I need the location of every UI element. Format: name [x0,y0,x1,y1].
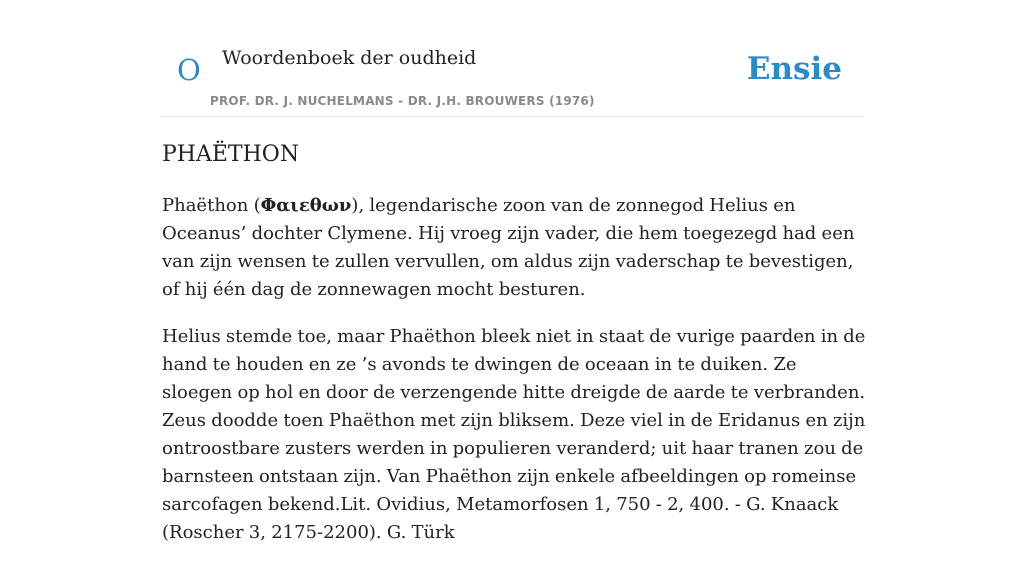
entry-body [162,192,866,566]
book-authors: PROF. DR. J. NUCHELMANS - DR. J.H. BROUWERS (1976) [210,94,595,108]
entry-paragraph-2: Helius stemde toe, maar Phaëthon bleek niet in staat de vurige paarden in de hand te houden en ze ’s avonds te dwingen de oceaan in te duiken. Ze sloegen op hol en door de verzengende hitte dreigde de aarde te verbranden. Zeus doodde toen Phaëthon met zijn bliksem. Deze viel in de Eridanus en zijn ontroostbare zusters werden in populieren veranderd; uit haar tranen zou de barnsteen ontstaan zijn. Van Phaëthon zijn enkele afbeeldingen op romeinse sarcofagen bekend.Lit. Ovidius, Metamorfosen 1, 750 - 2, 400. - G. Knaack (Roscher 3, 2175-2200). G. Türk [162,326,866,543]
letter-initial[interactable]: O [177,53,201,87]
book-title[interactable]: Woordenboek der oudheid [222,47,477,69]
paragraph-1-text-after: ), legendarische zoon van de zonnegod Helius en Oceanus’ dochter Clymene. Hij vroeg zijn vader, die hem toegezegd had een van zijn wensen te zullen vervullen, om aldus zijn vaderschap te bevestigen, of hij één dag de zonnewagen mocht besturen. [162,195,855,300]
header [162,0,862,117]
ensie-logo-link[interactable]: Ensie [746,51,842,87]
greek-name: Φαιεθων [260,195,352,216]
paragraph-1-text-before: Phaëthon ( [162,195,261,216]
entry-paragraph-1 [162,192,866,304]
entry-title: PHAËTHON [162,142,300,167]
